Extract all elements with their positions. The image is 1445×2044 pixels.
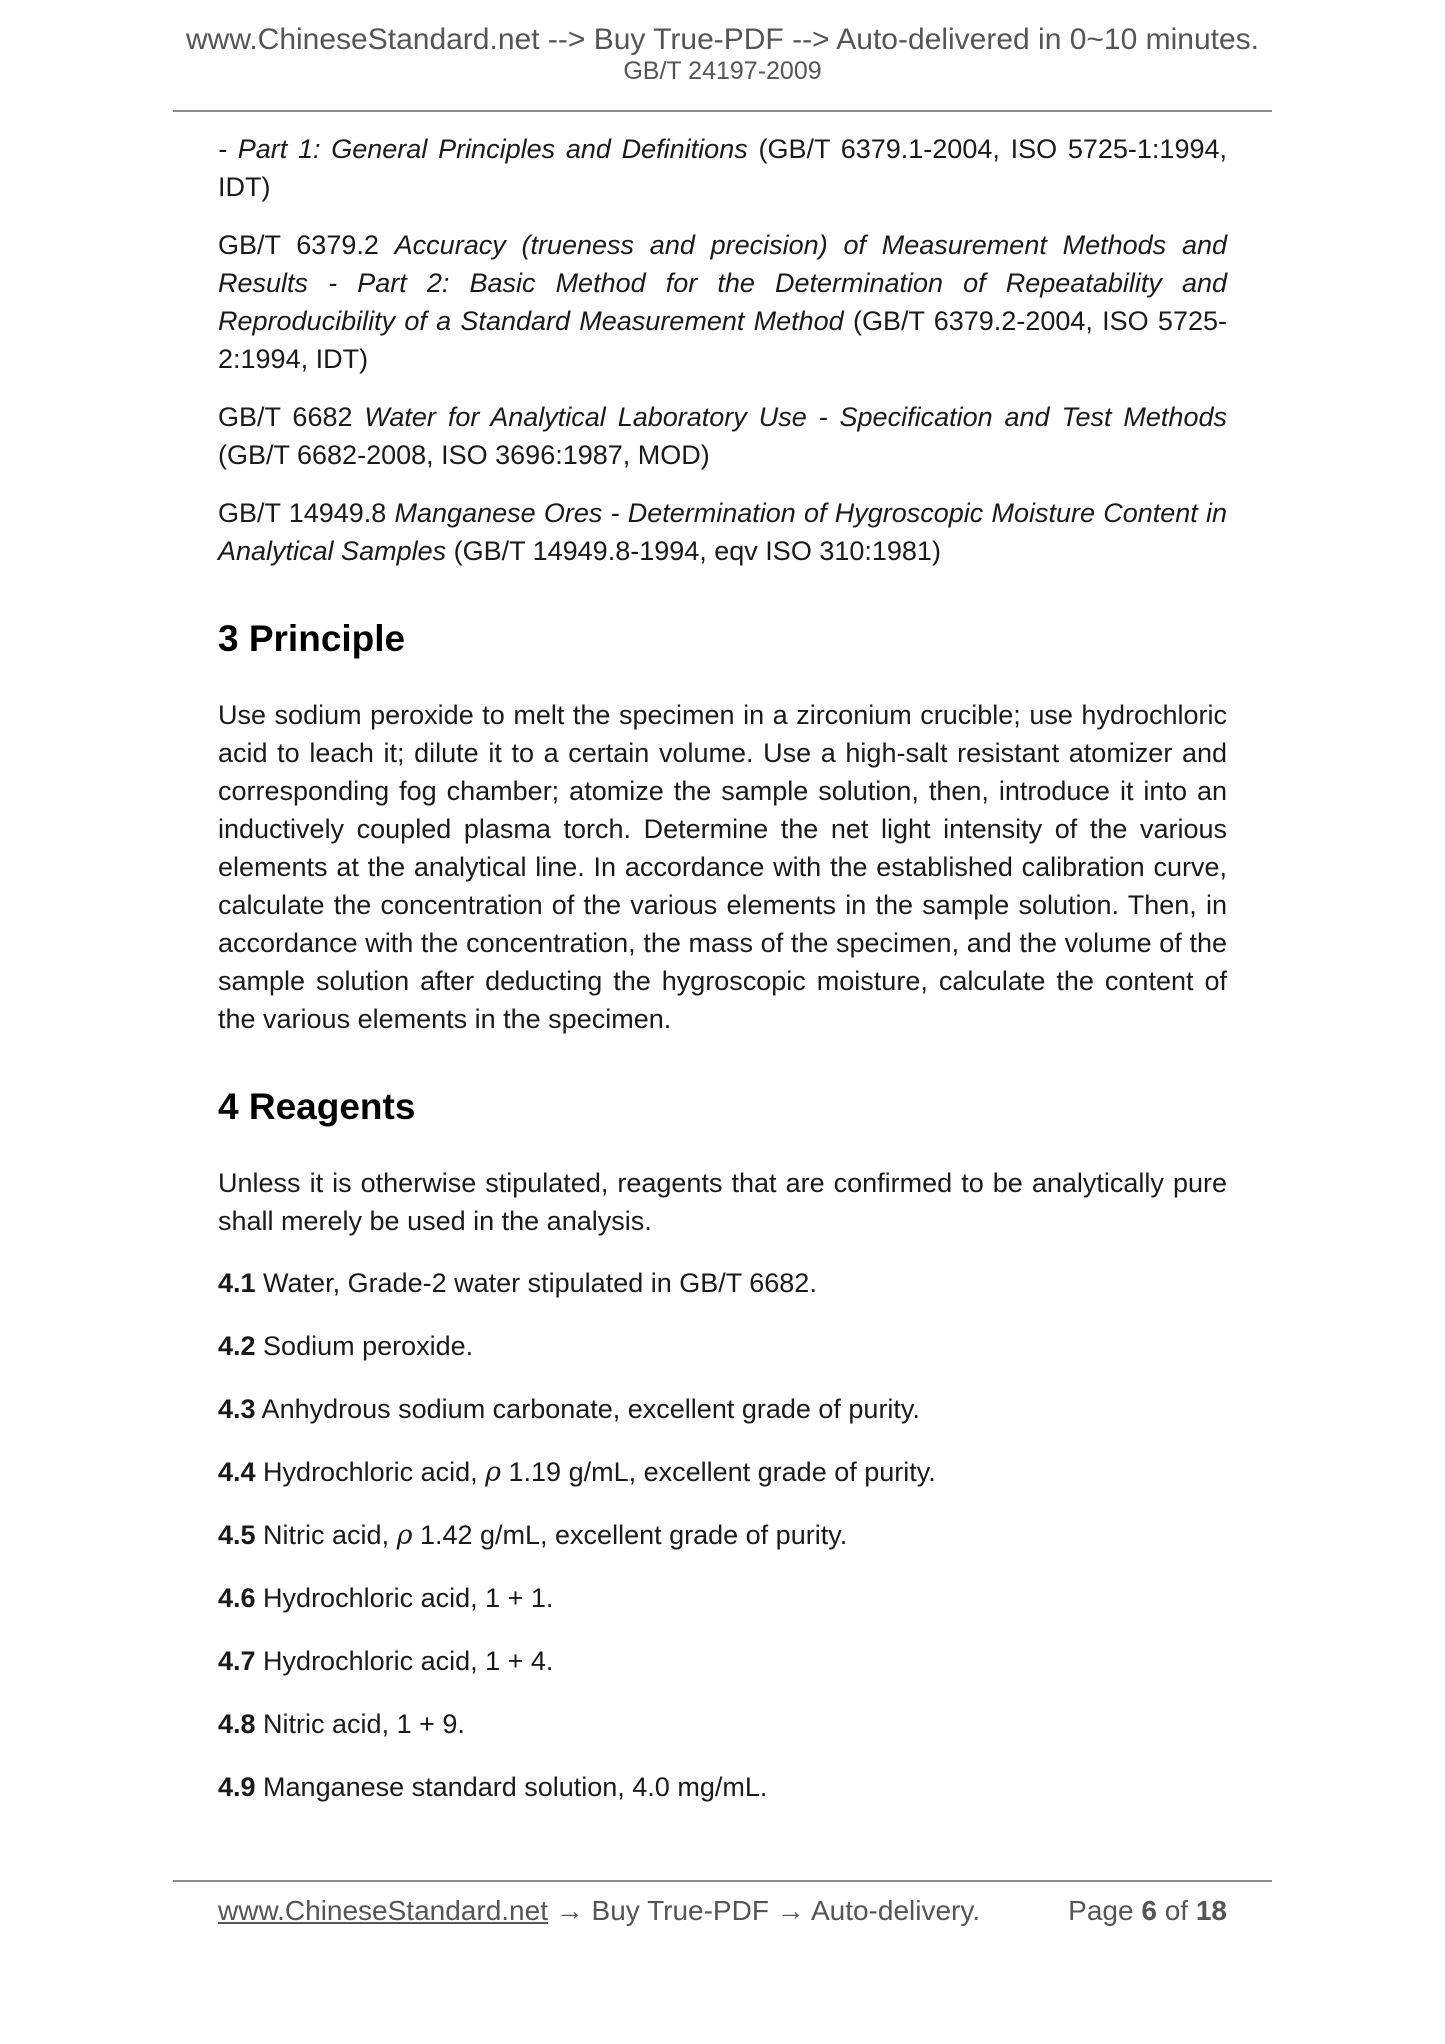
header-divider bbox=[173, 110, 1272, 112]
item-text: Water, Grade-2 water stipulated in GB/T 6682. bbox=[255, 1268, 817, 1298]
reference-suffix: (GB/T 14949.8-1994, eqv ISO 310:1981) bbox=[446, 536, 941, 566]
reference-paragraph-1 bbox=[218, 130, 1227, 206]
footer-buy-text: Buy True-PDF bbox=[591, 1895, 769, 1926]
item-text: 1.19 g/mL, excellent grade of purity. bbox=[501, 1457, 936, 1487]
item-text: 1.42 g/mL, excellent grade of purity. bbox=[412, 1520, 848, 1550]
item-number: 4.1 bbox=[218, 1268, 256, 1298]
page-total: 18 bbox=[1195, 1895, 1227, 1926]
reagent-item-4-7 bbox=[218, 1642, 1227, 1681]
reagent-item-4-3 bbox=[218, 1390, 1227, 1429]
section-heading-principle: 3 Principle bbox=[218, 618, 406, 659]
reference-suffix: (GB/T 6379.1-2004, ISO 5725-1:1994, IDT) bbox=[218, 134, 1227, 202]
item-text: Hydrochloric acid, bbox=[255, 1457, 486, 1487]
reference-title: - Part 1: General Principles and Definitions bbox=[218, 134, 748, 164]
doc-number: GB/T 24197-2009 bbox=[623, 57, 822, 85]
rho-symbol: ρ bbox=[396, 1520, 413, 1551]
reagent-item-4-1 bbox=[218, 1264, 1227, 1303]
reference-prefix: GB/T 6682 bbox=[218, 402, 365, 432]
page-footer bbox=[0, 1880, 1445, 1928]
item-text: Manganese standard solution, 4.0 mg/mL. bbox=[255, 1772, 768, 1802]
reference-prefix: GB/T 14949.8 bbox=[218, 498, 395, 528]
item-text: Sodium peroxide. bbox=[255, 1331, 474, 1361]
item-text: Nitric acid, bbox=[255, 1520, 397, 1550]
item-text: Nitric acid, 1 + 9. bbox=[255, 1709, 465, 1739]
item-text: Anhydrous sodium carbonate, excellent grade of purity. bbox=[255, 1394, 920, 1424]
page-label: Page bbox=[1068, 1895, 1134, 1926]
right-arrow-icon: → bbox=[776, 1895, 805, 1926]
reagent-item-4-2 bbox=[218, 1327, 1227, 1366]
item-number: 4.5 bbox=[218, 1520, 256, 1550]
reagent-item-4-8 bbox=[218, 1705, 1227, 1744]
reference-paragraph-4 bbox=[218, 494, 1227, 570]
reagent-item-4-5 bbox=[218, 1516, 1227, 1555]
item-number: 4.3 bbox=[218, 1394, 256, 1424]
page-of-label: of bbox=[1164, 1895, 1189, 1926]
principle-paragraph: Use sodium peroxide to melt the specimen in a zirconium crucible; use hydrochloric acid to leach it; dilute it to a certain volume. Use a high-salt resistant atomizer and corresponding fog chamber; atomize the sample solution, then, introduce it into an inductively coupled plasma torch. Determine the net light intensity of the various elements at the analytical line. In accordance with the established calibration curve, calculate the concentration of the various elements in the sample solution. Then, in accordance with the concentration, the mass of the specimen, and the volume of the sample solution after deducting the hygroscopic moisture, calculate the content of the various elements in the specimen. bbox=[218, 700, 1227, 1034]
item-number: 4.2 bbox=[218, 1331, 256, 1361]
item-number: 4.7 bbox=[218, 1646, 256, 1676]
footer-site-link[interactable]: www.ChineseStandard.net bbox=[218, 1895, 548, 1926]
reference-prefix: GB/T 6379.2 bbox=[218, 230, 395, 260]
item-number: 4.6 bbox=[218, 1583, 256, 1613]
page-header bbox=[0, 0, 1445, 84]
item-text: Hydrochloric acid, 1 + 4. bbox=[255, 1646, 554, 1676]
reagent-item-4-6 bbox=[218, 1579, 1227, 1618]
footer-delivery-text: Auto-delivery. bbox=[810, 1895, 981, 1926]
item-number: 4.8 bbox=[218, 1709, 256, 1739]
footer-row bbox=[218, 1894, 1227, 1928]
item-number: 4.9 bbox=[218, 1772, 256, 1802]
reference-title: Manganese Ores - Determination of Hygroscopic Moisture Content in Analytical Samples bbox=[218, 498, 1228, 566]
reference-paragraph-3 bbox=[218, 398, 1227, 474]
footer-divider bbox=[173, 1880, 1272, 1882]
item-text: Hydrochloric acid, 1 + 1. bbox=[255, 1583, 554, 1613]
page-indicator bbox=[1068, 1894, 1227, 1928]
document-body bbox=[218, 130, 1227, 1807]
header-banner: www.ChineseStandard.net --> Buy True-PDF --> Auto-delivered in 0~10 minutes. bbox=[185, 23, 1260, 56]
reagents-intro: Unless it is otherwise stipulated, reagents that are confirmed to be analytically pure shall merely be used in the analysis. bbox=[218, 1168, 1227, 1236]
section-heading-reagents: 4 Reagents bbox=[218, 1086, 416, 1127]
reagent-item-4-9 bbox=[218, 1768, 1227, 1807]
right-arrow-icon: → bbox=[555, 1895, 584, 1926]
reference-suffix: (GB/T 6379.2-2004, ISO 5725-2:1994, IDT) bbox=[218, 306, 1227, 374]
footer-left bbox=[218, 1894, 980, 1928]
item-number: 4.4 bbox=[218, 1457, 256, 1487]
reference-title: Accuracy (trueness and precision) of Measurement Methods and Results - Part 2: Basic Method for the Determination of Repeatability and Reproducibility of a Standard Measurement Method bbox=[218, 230, 1227, 336]
page-current: 6 bbox=[1141, 1895, 1157, 1926]
reference-paragraph-2 bbox=[218, 226, 1227, 378]
reference-suffix: (GB/T 6682-2008, ISO 3696:1987, MOD) bbox=[218, 440, 710, 470]
rho-symbol: ρ bbox=[485, 1457, 502, 1488]
reagent-item-4-4 bbox=[218, 1453, 1227, 1492]
reference-title: Water for Analytical Laboratory Use - Specification and Test Methods bbox=[364, 402, 1227, 432]
